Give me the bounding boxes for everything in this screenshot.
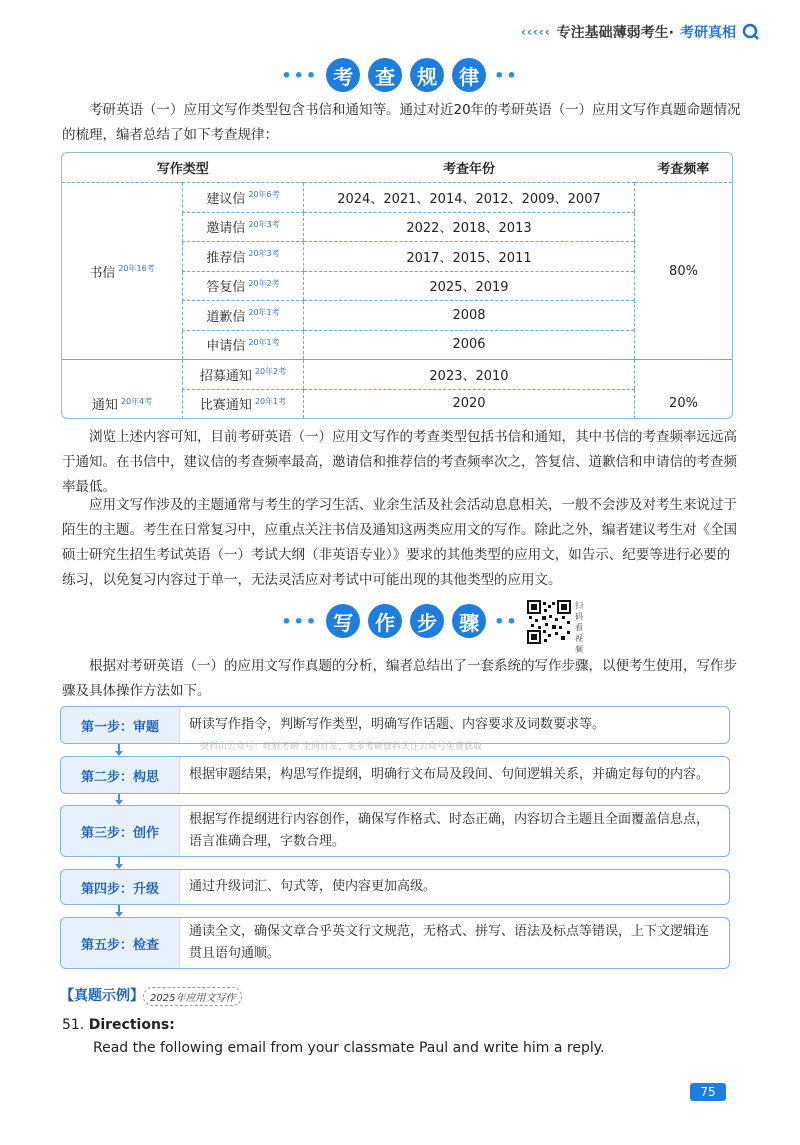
type-note: 20年2考 [248,278,280,288]
header-freq: 考查频率 [635,153,733,183]
step-text: 研读写作指令，判断写作类型，明确写作话题、内容要求及词数要求等。 [189,717,606,732]
header-tag-prefix: 专注基础薄弱考生· [556,25,674,41]
type-name: 邀请信 [206,221,246,237]
type-note: 20年3考 [248,219,280,229]
page-number: 75 [690,1083,726,1101]
years-cell: 2024、2021、2014、2012、2009、2007 [304,183,635,213]
years-cell: 2022、2018、2013 [304,212,635,242]
years-cell: 2017、2015、2011 [304,242,635,272]
summary-paragraph: 浏览上述内容可知，目前考研英语（一）应用文写作的考查类型包括书信和通知，其中书信的考查频率远远高于通知。在书信中，建议信的考查频率最高，邀请信和推荐信的考查频率次之，答复信、道歉信和申请信的考查频率最低。 [62,429,737,495]
step-text: 通读全文，确保文章合乎英文行文规范，无格式、拼写、语法及标点等错误，上下文逻辑连贯且语句通顺。 [189,924,710,961]
qr-label: 扫码看视频 [575,601,583,654]
steps-intro-paragraph: 根据对考研英语（一）的应用文写作真题的分析，编者总结出了一套系统的写作步骤，以便考生使用，写作步骤及具体操作方法如下。 [62,658,737,699]
years-cell: 2025、2019 [304,271,635,301]
step-label: 第一步：审题 [61,707,180,743]
step-box [60,805,730,857]
table-row [62,419,732,420]
dots-right: •• [494,611,519,631]
step-label: 第五步：检查 [61,918,180,968]
years-cell: 2020 [304,389,635,419]
type-name: 推荐信 [206,250,246,266]
type-note: 20年1考 [248,337,280,347]
example-label: 【真题示例】 [60,988,144,1004]
example-tag: 2025年应用文写作 [143,987,242,1006]
arrows-icon: ‹‹‹‹‹ [520,25,551,39]
step-box [60,917,730,969]
type-name: 招募通知 [199,368,252,384]
title-char: 律 [452,58,486,92]
arrow-down-icon [118,905,120,913]
dots-left: ••• [281,611,319,631]
step-text: 通过升级词汇、句式等，使内容更加高级。 [189,879,437,894]
type-cell [183,330,304,360]
dots-right: •• [494,65,519,85]
type-note: 20年6考 [248,190,280,200]
directions-heading: Directions: [88,1017,175,1033]
type-note: 20年2考 [254,367,287,377]
step-text: 根据写作提纲进行内容创作，确保写作格式、时态正确，内容切合主题且全面覆盖信息点，语言准确合理，字数合理。 [189,812,710,849]
title-char: 步 [410,604,444,638]
years-cell: 2023、2010 [304,360,635,390]
table-row [62,360,732,390]
title-char: 写 [326,604,360,638]
notice-category: 通知 [91,398,118,413]
step-label: 第二步：构思 [61,757,180,793]
arrow-down-icon [118,794,120,801]
dots-left: ••• [281,65,319,85]
title-char: 查 [368,58,402,92]
notice-category-cell [62,360,183,420]
search-icon [742,23,760,41]
type-cell [183,301,304,331]
type-cell [183,360,304,390]
type-name: 申请信 [206,339,246,355]
title-char: 作 [368,604,402,638]
notice-freq: 20% [635,360,733,420]
type-name: 道歉信 [206,309,246,325]
arrow-down-icon [118,857,120,865]
step-box [60,869,730,905]
type-cell [183,419,304,420]
notice-note: 20年4考 [120,396,153,406]
header-years: 考查年份 [304,153,635,183]
question-number: 51. [62,1017,85,1033]
step-label: 第四步：升级 [61,870,180,904]
type-note: 20年1考 [254,396,287,406]
watermark-text: 资料由公众号：旺财考研 全网首发，更多考研资料关注公众号免费获取 [200,742,482,752]
type-cell [183,242,304,272]
rules-table [61,152,733,419]
header-tag [521,22,760,42]
type-note: 20年3考 [248,249,280,259]
header-type: 写作类型 [62,153,304,183]
step-label: 第三步：创作 [61,806,180,856]
letter-note: 20年16考 [118,264,155,274]
type-name: 答复信 [206,280,246,296]
years-cell: 2008 [304,301,635,331]
type-cell [183,271,304,301]
step-box [60,756,730,794]
type-name: 建议信 [206,191,246,207]
type-name: 比赛通知 [199,398,252,414]
title-char: 骤 [452,604,486,638]
type-cell [183,212,304,242]
years-cell [304,419,635,420]
table-row [62,183,732,213]
title-char: 规 [410,58,444,92]
letter-category-cell [62,183,183,360]
directions-text: Read the following email from your classmate Paul and write him a reply. [93,1040,605,1056]
type-note: 20年1考 [248,308,280,318]
type-cell [183,183,304,213]
arrow-down-icon [118,744,120,752]
section-title-steps [0,604,800,638]
title-char: 考 [326,58,360,92]
directions-line [62,1017,175,1033]
header-tag-highlight: 考研真相 [680,25,736,41]
intro-paragraph: 考研英语（一）应用文写作类型包含书信和通知等。通过对近20年的考研英语（一）应用文写作真题命题情况的梳理，编者总结了如下考查规律： [62,102,741,143]
section-title-rules [0,58,800,92]
qr-code-icon[interactable] [527,600,571,644]
step-text: 根据审题结果，构思写作提纲，明确行文布局及段间、句间逻辑关系，并确定每句的内容。 [189,767,710,782]
letter-freq: 80% [635,183,733,360]
type-cell [183,389,304,419]
advice-paragraph: 应用文写作涉及的主题通常与考生的学习生活、业余生活及社会活动息息相关，一般不会涉及对考生来说过于陌生的主题。考生在日常复习中，应重点关注书信及通知这两类应用文的写作。除此之外，编者建议考生对《全国硕士研究生招生考试英语（一）考试大纲（非英语专业）》要求的其他类型的应用文，如告示、纪要等进行必要的练习，以免复习内容过于单一，无法灵活应对考试中可能出现的其他类型的应用文。 [62,497,737,588]
years-cell: 2006 [304,330,635,360]
letter-category: 书信 [89,265,116,281]
